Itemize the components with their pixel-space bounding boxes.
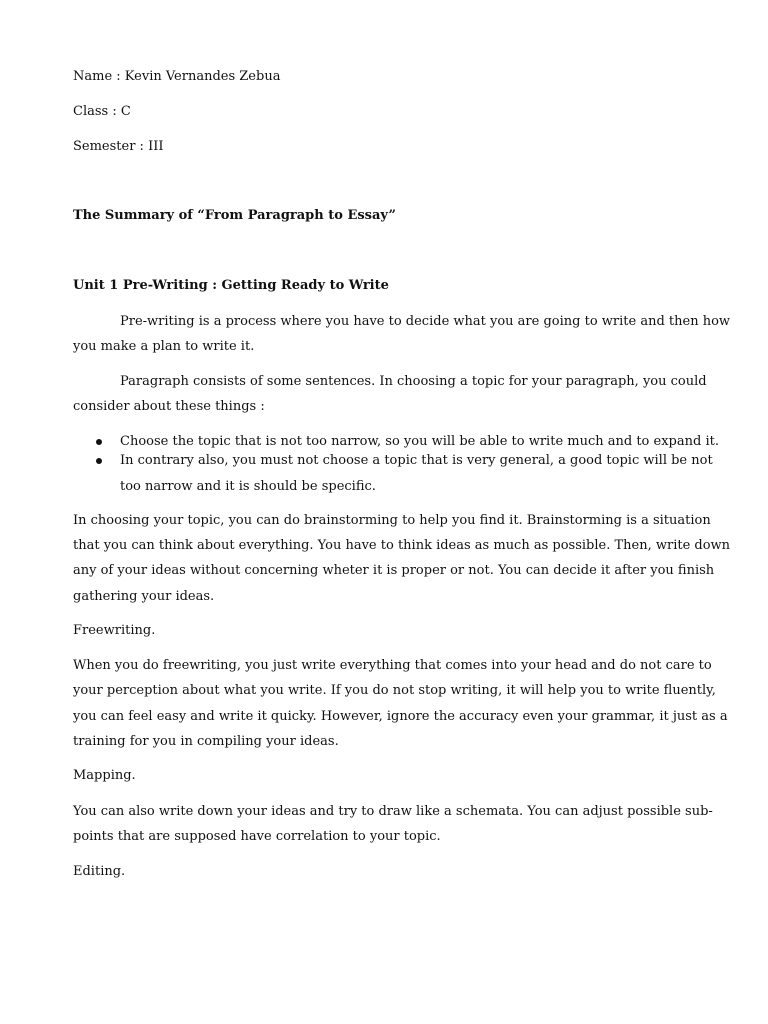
student-semester: Semester : III [73,139,164,154]
paragraph-line: you can feel easy and write it quicky. However, ignore the accuracy even your grammar, it just as a [73,709,728,724]
bullet-point [96,439,102,445]
paragraph-line: your perception about what you write. If you do not stop writing, it will help you to write fluently, [73,683,716,698]
document-title: The Summary of “From Paragraph to Essay” [73,208,396,223]
bullet-item: In contrary also, you must not choose a topic that is very general, a good topic will be not [120,453,713,468]
paragraph-line: Pre-writing is a process where you have to decide what you are going to write and then how [120,314,731,329]
section-label-freewriting: Freewriting. [73,623,156,638]
paragraph-line: When you do freewriting, you just write everything that comes into your head and do not care to [73,658,712,673]
bullet-point [96,458,102,464]
paragraph-line: you make a plan to write it. [73,339,255,354]
paragraph-line: any of your ideas without concerning wheter it is proper or not. You can decide it after you finish [73,563,715,578]
paragraph-line: that you can think about everything. You have to think ideas as much as possible. Then, write down [73,538,731,553]
paragraph-line: points that are supposed have correlation to your topic. [73,829,441,844]
section-label-editing: Editing. [73,864,126,879]
paragraph-line: consider about these things : [73,399,265,414]
bullet-item: too narrow and it is should be specific. [120,479,376,494]
paragraph-line: training for you in compiling your ideas. [73,734,339,749]
unit-heading: Unit 1 Pre-Writing : Getting Ready to Write [73,278,389,293]
student-name: Name : Kevin Vernandes Zebua [73,69,281,84]
paragraph-line: In choosing your topic, you can do brainstorming to help you find it. Brainstorming is a situation [73,513,711,528]
student-class: Class : C [73,104,131,119]
paragraph-line: Paragraph consists of some sentences. In choosing a topic for your paragraph, you could [120,374,707,389]
paragraph-line: gathering your ideas. [73,589,215,604]
section-label-mapping: Mapping. [73,768,136,783]
paragraph-line: You can also write down your ideas and try to draw like a schemata. You can adjust possible sub- [73,804,713,819]
bullet-item: Choose the topic that is not too narrow, so you will be able to write much and to expand it. [120,434,719,449]
